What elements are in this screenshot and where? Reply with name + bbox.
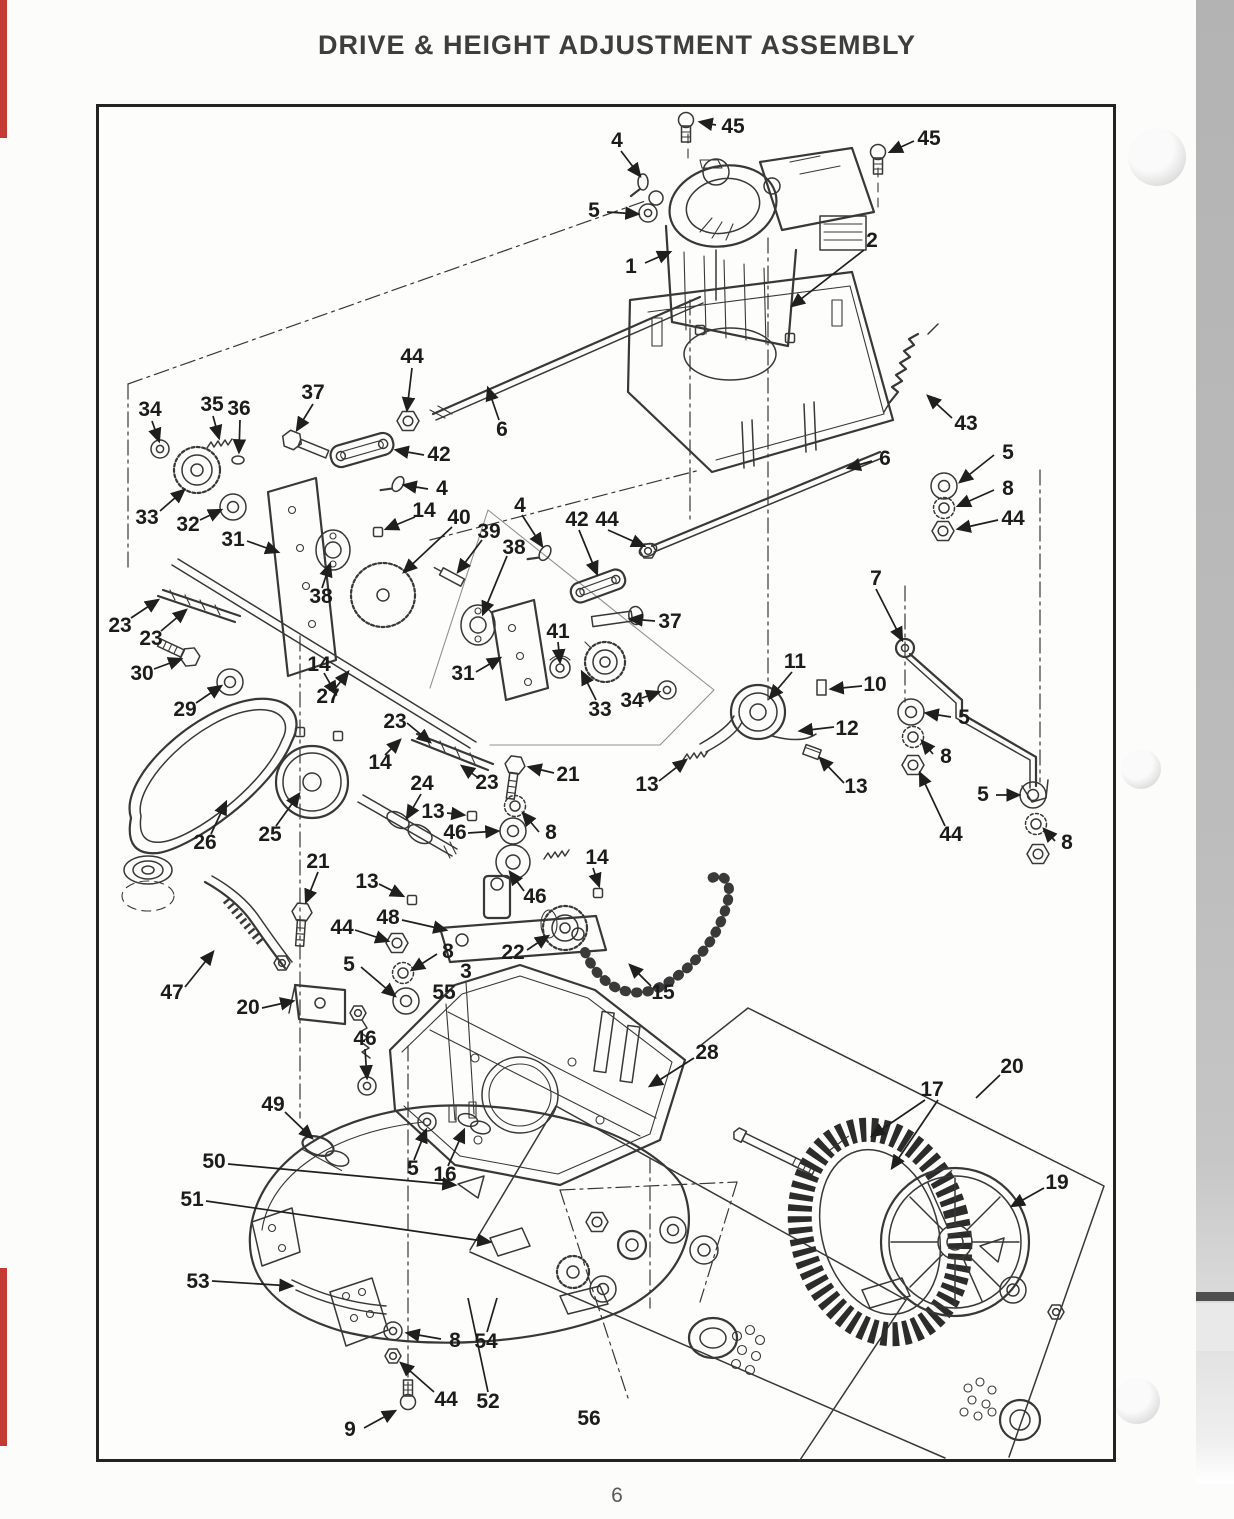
- callout-33: 33: [135, 506, 159, 529]
- callout-8: 8: [1061, 831, 1073, 854]
- callout-8: 8: [442, 940, 454, 963]
- callout-13: 13: [355, 870, 379, 893]
- callout-51: 51: [180, 1188, 204, 1211]
- page-number: 6: [611, 1484, 623, 1507]
- callout-47: 47: [160, 981, 184, 1004]
- callout-21: 21: [306, 850, 330, 873]
- callout-8: 8: [449, 1329, 461, 1352]
- callout-5: 5: [977, 783, 989, 806]
- callout-31: 31: [221, 528, 245, 551]
- callout-7: 7: [870, 567, 882, 590]
- callout-24: 24: [410, 772, 434, 795]
- callout-20: 20: [1000, 1055, 1024, 1078]
- callout-27: 27: [316, 685, 340, 708]
- callout-42: 42: [427, 443, 451, 466]
- callout-5: 5: [343, 953, 355, 976]
- callout-22: 22: [501, 941, 525, 964]
- callout-14: 14: [307, 653, 331, 676]
- callout-23: 23: [475, 771, 499, 794]
- callout-43: 43: [954, 412, 978, 435]
- callout-29: 29: [173, 698, 197, 721]
- callout-4: 4: [611, 129, 623, 152]
- callout-52: 52: [476, 1390, 500, 1413]
- callout-31: 31: [451, 662, 475, 685]
- callout-39: 39: [477, 520, 501, 543]
- callout-21: 21: [556, 763, 580, 786]
- callout-45: 45: [917, 127, 941, 150]
- callout-53: 53: [186, 1270, 210, 1293]
- callout-5: 5: [588, 199, 600, 222]
- callout-54: 54: [474, 1330, 498, 1353]
- callout-37: 37: [658, 610, 682, 633]
- callout-55: 55: [432, 981, 456, 1004]
- callout-46: 46: [353, 1027, 377, 1050]
- callout-35: 35: [200, 393, 224, 416]
- callout-8: 8: [1002, 477, 1014, 500]
- callout-23: 23: [108, 614, 132, 637]
- callout-45: 45: [721, 115, 745, 138]
- callout-14: 14: [368, 751, 392, 774]
- callout-11: 11: [783, 650, 807, 673]
- callout-33: 33: [588, 698, 612, 721]
- callout-5: 5: [407, 1157, 419, 1180]
- callout-46: 46: [523, 885, 547, 908]
- callout-44: 44: [595, 508, 619, 531]
- callout-17: 17: [920, 1078, 944, 1101]
- callout-23: 23: [383, 710, 407, 733]
- callout-25: 25: [258, 823, 282, 846]
- callout-13: 13: [421, 800, 445, 823]
- callout-40: 40: [447, 506, 471, 529]
- callout-44: 44: [330, 916, 354, 939]
- callout-56: 56: [577, 1407, 601, 1430]
- callout-4: 4: [436, 477, 448, 500]
- callout-13: 13: [635, 773, 659, 796]
- callout-15: 15: [651, 981, 675, 1004]
- callout-14: 14: [585, 846, 609, 869]
- callout-13: 13: [844, 775, 868, 798]
- callout-37: 37: [301, 381, 325, 404]
- callout-34: 34: [620, 689, 644, 712]
- callout-44: 44: [434, 1388, 458, 1411]
- callout-49: 49: [261, 1093, 285, 1116]
- callout-38: 38: [502, 536, 526, 559]
- callout-38: 38: [309, 585, 333, 608]
- callout-34: 34: [138, 398, 162, 421]
- callout-3: 3: [460, 960, 472, 983]
- callout-28: 28: [695, 1041, 719, 1064]
- callout-6: 6: [879, 447, 891, 470]
- callout-12: 12: [835, 717, 859, 740]
- callout-10: 10: [863, 673, 887, 696]
- callout-41: 41: [546, 620, 570, 643]
- callout-5: 5: [1002, 441, 1014, 464]
- callout-8: 8: [940, 745, 952, 768]
- callout-20: 20: [236, 996, 260, 1019]
- callout-16: 16: [433, 1163, 457, 1186]
- callout-6: 6: [496, 418, 508, 441]
- callout-1: 1: [625, 255, 637, 278]
- callout-44: 44: [1001, 507, 1025, 530]
- page-title: DRIVE & HEIGHT ADJUSTMENT ASSEMBLY: [317, 30, 917, 60]
- callout-32: 32: [176, 513, 200, 536]
- callout-50: 50: [202, 1150, 226, 1173]
- callout-23: 23: [139, 627, 163, 650]
- callout-44: 44: [400, 345, 424, 368]
- callout-42: 42: [565, 508, 589, 531]
- callout-46: 46: [443, 821, 467, 844]
- callout-9: 9: [344, 1418, 356, 1441]
- callout-26: 26: [193, 831, 217, 854]
- callout-36: 36: [227, 397, 251, 420]
- callout-44: 44: [939, 823, 963, 846]
- callout-14: 14: [412, 499, 436, 522]
- callout-19: 19: [1045, 1171, 1069, 1194]
- callout-8: 8: [545, 821, 557, 844]
- callout-30: 30: [130, 662, 154, 685]
- callout-4: 4: [514, 494, 526, 517]
- callout-5: 5: [958, 706, 970, 729]
- callout-48: 48: [376, 906, 400, 929]
- callout-2: 2: [866, 229, 878, 252]
